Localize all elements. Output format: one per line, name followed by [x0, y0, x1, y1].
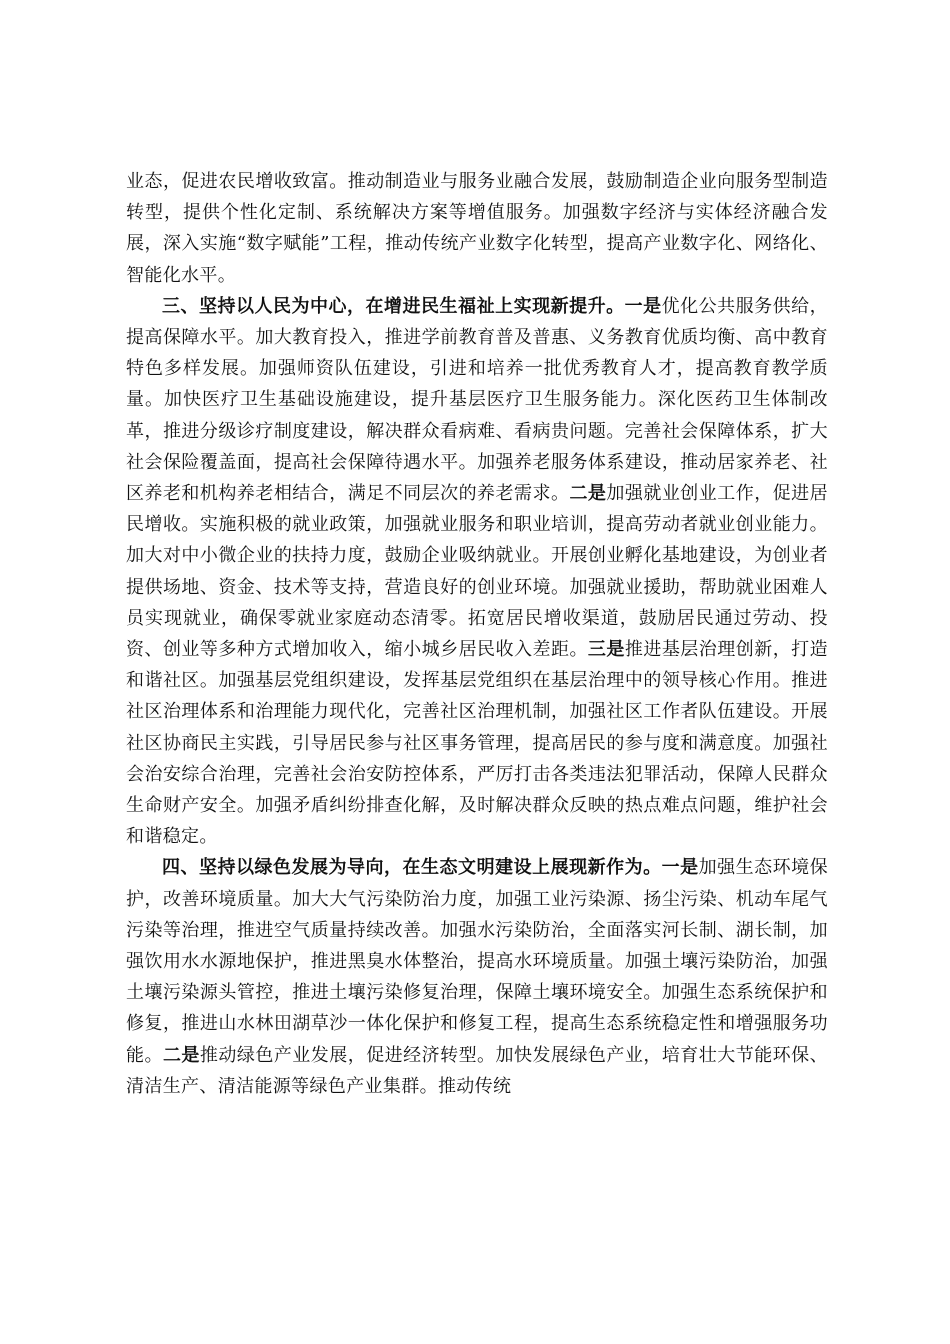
point-text: 优化公共服务供给，提高保障水平。加大教育投入，推进学前教育普及普惠、义务教育优质均衡、高中教育特色多样发展。加强师资队伍建设，引进和培养一批优秀教育人才，提高教育教学质量。加快医疗卫生基础设施建设，提升基层医疗卫生服务能力。深化医药卫生体制改革，推进分级诊疗制度建设，解决群众看病难、看病贵问题。完善社会保障体系，扩大社会保险覆盖面，提高社会保障待遇水平。加强养老服务体系建设，推动居家养老、社区养老和机构养老相结合，满足不同层次的养老需求。 [126, 295, 829, 505]
point-text: 推动绿色产业发展，促进经济转型。加快发展绿色产业，培育壮大节能环保、清洁生产、清洁能源等绿色产业集群。推动传统 [126, 1044, 828, 1097]
point-marker: 二是 [162, 1044, 200, 1066]
paragraph-continuation [126, 166, 828, 291]
point-text: 加强生态环境保护，改善环境质量。加大大气污染防治力度，加强工业污染源、扬尘污染、机动车尾气污染等治理，推进空气质量持续改善。加强水污染防治，全面落实河长制、湖长制，加强饮用水水源地保护，推进黑臭水体整治，提高水环境质量。加强土壤污染防治，加强土壤污染源头管控，推进土壤污染修复治理，保障土壤环境安全。加强生态系统保护和修复，推进山水林田湖草沙一体化保护和修复工程，提高生态系统稳定性和增强服务功能。 [126, 857, 828, 1066]
point-marker: 一是 [624, 295, 662, 317]
paragraph-section-four [126, 852, 828, 1102]
point-text: 推进基层治理创新，打造和谐社区。加强基层党组织建设，发挥基层党组织在基层治理中的领导核心作用。推进社区治理体系和治理能力现代化，完善社区治理机制，加强社区工作者队伍建设。开展社区协商民主实践，引导居民参与社区事务管理，提高居民的参与度和满意度。加强社会治安综合治理，完善社会治安防控体系，严厉打击各类违法犯罪活动，保障人民群众生命财产安全。加强矛盾纠纷排查化解，及时解决群众反映的热点难点问题，维护社会和谐稳定。 [126, 639, 828, 848]
point-marker: 一是 [661, 857, 699, 879]
point-marker: 三是 [587, 639, 625, 661]
document-body [126, 166, 828, 1102]
paragraph-section-three [126, 291, 828, 853]
point-text: 加强就业创业工作，促进居民增收。实施积极的就业政策，加强就业服务和职业培训，提高劳动者就业创业能力。加大对中小微企业的扶持力度，鼓励企业吸纳就业。开展创业孵化基地建设，为创业者提供场地、资金、技术等支持，营造良好的创业环境。加强就业援助，帮助就业困难人员实现就业，确保零就业家庭动态清零。拓宽居民增收渠道，鼓励居民通过劳动、投资、创业等多种方式增加收入，缩小城乡居民收入差距。 [126, 483, 828, 661]
point-marker: 二是 [569, 483, 607, 505]
section-heading: 三、坚持以人民为中心，在增进民生福祉上实现新提升。 [162, 295, 625, 317]
paragraph-text: 业态，促进农民增收致富。推动制造业与服务业融合发展，鼓励制造企业向服务型制造转型，提供个性化定制、系统解决方案等增值服务。加强数字经济与实体经济融合发展，深入实施“数字赋能”工程，推动传统产业数字化转型，提高产业数字化、网络化、智能化水平。 [126, 171, 828, 286]
section-heading: 四、坚持以绿色发展为导向，在生态文明建设上展现新作为。 [162, 857, 662, 879]
